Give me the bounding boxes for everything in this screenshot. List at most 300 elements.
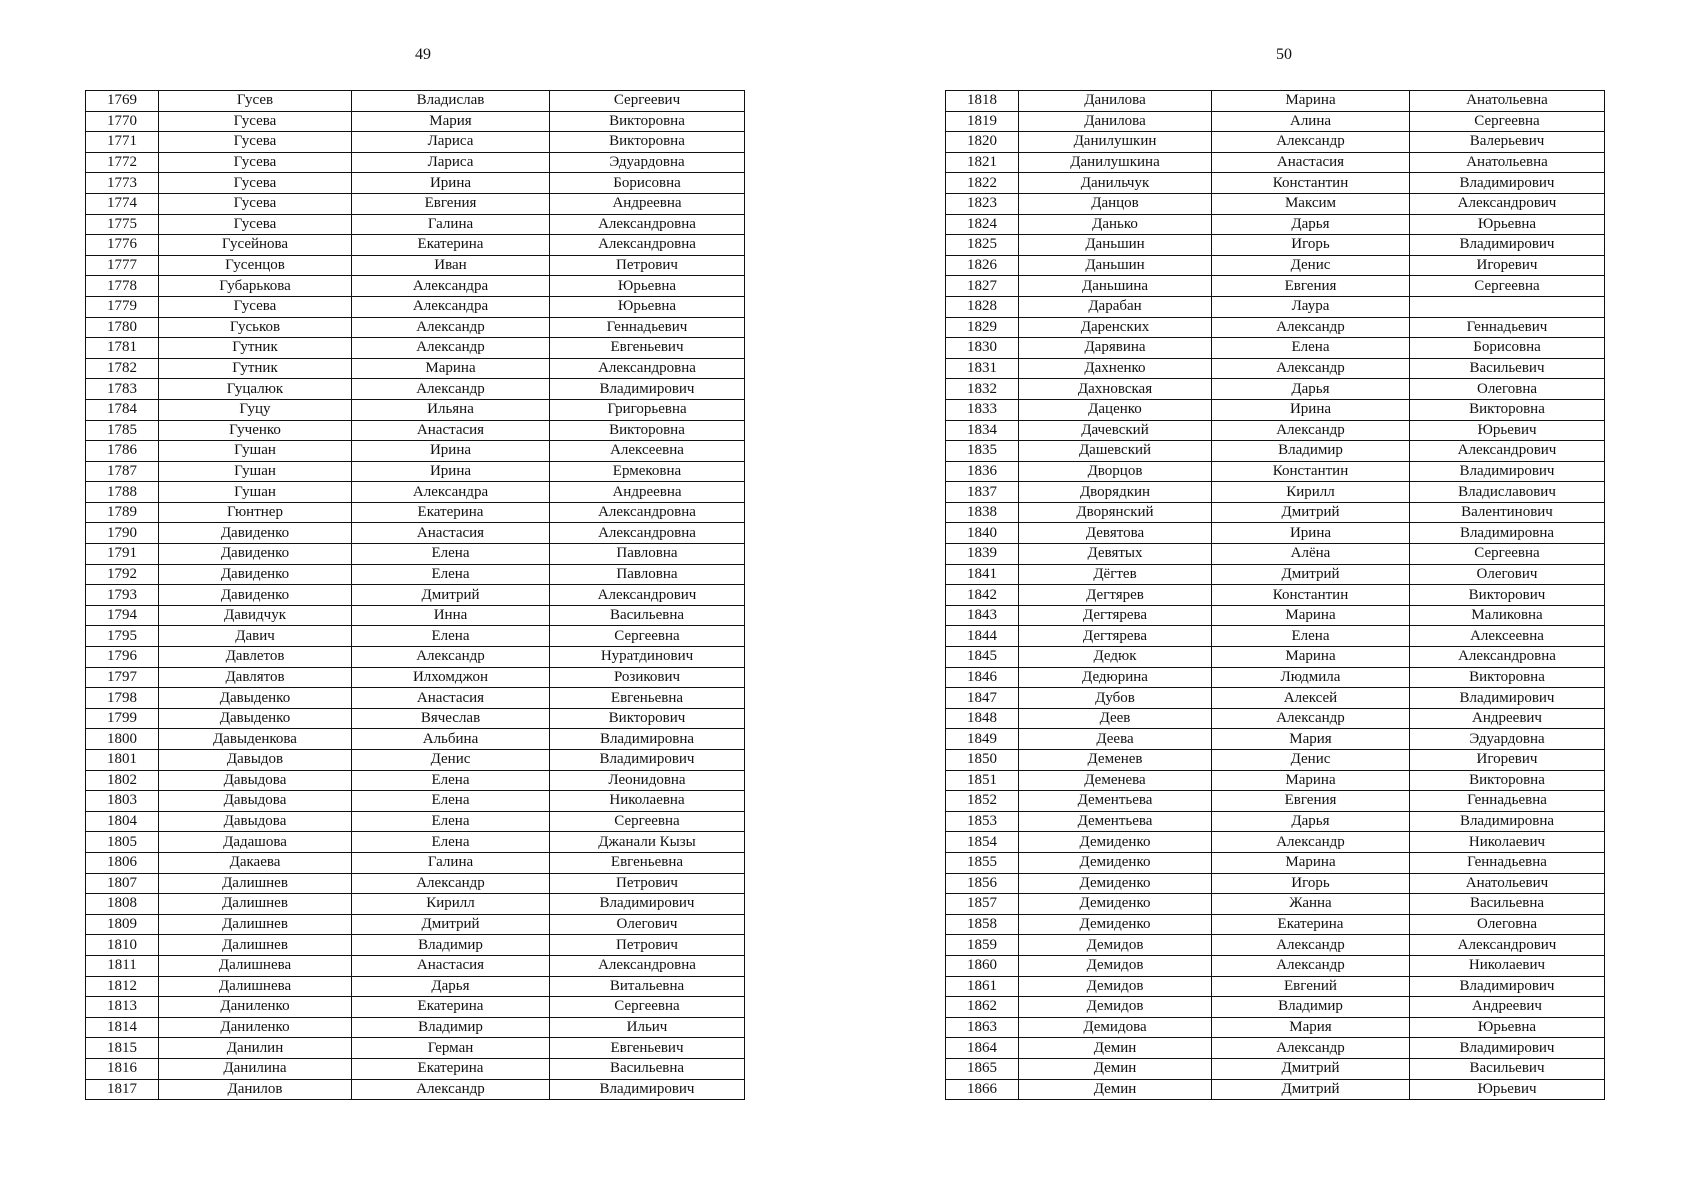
first-name-cell: Марина — [1212, 91, 1410, 112]
last-name-cell: Гюнтнер — [159, 502, 352, 523]
patronymic-cell: Владимирович — [550, 379, 745, 400]
first-name-cell: Альбина — [352, 729, 550, 750]
table-row — [946, 379, 1605, 400]
patronymic-cell: Олегович — [1410, 564, 1605, 585]
first-name-cell: Евгения — [1212, 791, 1410, 812]
patronymic-cell: Викторовна — [1410, 770, 1605, 791]
row-number-cell: 1778 — [86, 276, 159, 297]
patronymic-cell: Анатольевна — [1410, 152, 1605, 173]
first-name-cell: Александр — [1212, 420, 1410, 441]
last-name-cell: Дахненко — [1019, 358, 1212, 379]
table-row — [946, 688, 1605, 709]
row-number-cell: 1807 — [86, 873, 159, 894]
last-name-cell: Демидов — [1019, 955, 1212, 976]
table-row — [946, 1058, 1605, 1079]
table-row — [86, 626, 745, 647]
first-name-cell: Елена — [352, 832, 550, 853]
first-name-cell: Константин — [1212, 461, 1410, 482]
first-name-cell: Александр — [1212, 358, 1410, 379]
table-row — [86, 873, 745, 894]
patronymic-cell: Геннадьевна — [1410, 852, 1605, 873]
row-number-cell: 1833 — [946, 399, 1019, 420]
last-name-cell: Гусева — [159, 193, 352, 214]
row-number-cell: 1821 — [946, 152, 1019, 173]
table-row — [86, 132, 745, 153]
table-row — [86, 605, 745, 626]
patronymic-cell: Евгеньевич — [550, 338, 745, 359]
first-name-cell: Мария — [1212, 1017, 1410, 1038]
last-name-cell: Гусева — [159, 152, 352, 173]
table-row — [946, 605, 1605, 626]
patronymic-cell: Сергеевич — [550, 91, 745, 112]
first-name-cell: Игорь — [1212, 235, 1410, 256]
patronymic-cell: Владимировна — [1410, 523, 1605, 544]
first-name-cell: Елена — [352, 791, 550, 812]
last-name-cell: Гуськов — [159, 317, 352, 338]
first-name-cell: Анастасия — [352, 523, 550, 544]
first-name-cell: Дмитрий — [352, 585, 550, 606]
row-number-cell: 1859 — [946, 935, 1019, 956]
last-name-cell: Гушан — [159, 482, 352, 503]
table-row — [946, 852, 1605, 873]
patronymic-cell: Эдуардовна — [550, 152, 745, 173]
first-name-cell: Лаура — [1212, 296, 1410, 317]
row-number-cell: 1793 — [86, 585, 159, 606]
row-number-cell: 1806 — [86, 852, 159, 873]
row-number-cell: 1800 — [86, 729, 159, 750]
patronymic-cell: Андреевна — [550, 482, 745, 503]
table-row — [86, 111, 745, 132]
patronymic-cell: Геннадьевна — [1410, 791, 1605, 812]
patronymic-cell: Александровна — [550, 214, 745, 235]
patronymic-cell: Васильевич — [1410, 1058, 1605, 1079]
first-name-cell: Анастасия — [352, 420, 550, 441]
table-row — [946, 1017, 1605, 1038]
first-name-cell: Владимир — [352, 935, 550, 956]
first-name-cell: Дмитрий — [1212, 502, 1410, 523]
first-name-cell: Кирилл — [352, 894, 550, 915]
table-row — [86, 235, 745, 256]
first-name-cell: Елена — [352, 626, 550, 647]
patronymic-cell: Викторович — [1410, 585, 1605, 606]
last-name-cell: Давыдов — [159, 750, 352, 771]
patronymic-cell — [1410, 296, 1605, 317]
row-number-cell: 1820 — [946, 132, 1019, 153]
patronymic-cell: Джанали Кызы — [550, 832, 745, 853]
patronymic-cell: Сергеевна — [1410, 276, 1605, 297]
patronymic-cell: Павловна — [550, 564, 745, 585]
first-name-cell: Алёна — [1212, 544, 1410, 565]
first-name-cell: Дарья — [1212, 214, 1410, 235]
row-number-cell: 1779 — [86, 296, 159, 317]
patronymic-cell: Александрович — [1410, 935, 1605, 956]
last-name-cell: Далишнев — [159, 894, 352, 915]
first-name-cell: Ирина — [1212, 399, 1410, 420]
table-row — [946, 111, 1605, 132]
patronymic-cell: Александровна — [550, 502, 745, 523]
row-number-cell: 1773 — [86, 173, 159, 194]
first-name-cell: Александр — [1212, 1038, 1410, 1059]
table-row — [86, 379, 745, 400]
last-name-cell: Данилов — [159, 1079, 352, 1100]
patronymic-cell: Игоревич — [1410, 750, 1605, 771]
first-name-cell: Екатерина — [352, 235, 550, 256]
patronymic-cell: Александрович — [550, 585, 745, 606]
last-name-cell: Даньшин — [1019, 255, 1212, 276]
table-row — [946, 832, 1605, 853]
table-row — [86, 852, 745, 873]
patronymic-cell: Владимирович — [1410, 173, 1605, 194]
patronymic-cell: Юрьевич — [1410, 420, 1605, 441]
table-row — [86, 667, 745, 688]
row-number-cell: 1813 — [86, 997, 159, 1018]
last-name-cell: Демидов — [1019, 976, 1212, 997]
table-row — [86, 482, 745, 503]
table-row — [946, 296, 1605, 317]
first-name-cell: Александр — [352, 379, 550, 400]
row-number-cell: 1854 — [946, 832, 1019, 853]
patronymic-cell: Владимирович — [1410, 688, 1605, 709]
patronymic-cell: Владимирович — [1410, 976, 1605, 997]
table-row — [86, 255, 745, 276]
last-name-cell: Даценко — [1019, 399, 1212, 420]
row-number-cell: 1834 — [946, 420, 1019, 441]
last-name-cell: Дачевский — [1019, 420, 1212, 441]
patronymic-cell: Владимировна — [1410, 811, 1605, 832]
first-name-cell: Галина — [352, 214, 550, 235]
last-name-cell: Гушан — [159, 441, 352, 462]
first-name-cell: Инна — [352, 605, 550, 626]
row-number-cell: 1851 — [946, 770, 1019, 791]
first-name-cell: Екатерина — [352, 1058, 550, 1079]
last-name-cell: Деменев — [1019, 750, 1212, 771]
patronymic-cell: Петрович — [550, 255, 745, 276]
last-name-cell: Дворядкин — [1019, 482, 1212, 503]
first-name-cell: Александр — [1212, 708, 1410, 729]
patronymic-cell: Григорьевна — [550, 399, 745, 420]
patronymic-cell: Розикович — [550, 667, 745, 688]
table-row — [946, 91, 1605, 112]
row-number-cell: 1826 — [946, 255, 1019, 276]
patronymic-cell: Владимировна — [550, 729, 745, 750]
last-name-cell: Губарькова — [159, 276, 352, 297]
row-number-cell: 1794 — [86, 605, 159, 626]
patronymic-cell: Павловна — [550, 544, 745, 565]
table-row — [86, 750, 745, 771]
first-name-cell: Владимир — [1212, 441, 1410, 462]
patronymic-cell: Юрьевна — [1410, 214, 1605, 235]
patronymic-cell: Викторовна — [1410, 667, 1605, 688]
row-number-cell: 1844 — [946, 626, 1019, 647]
last-name-cell: Демин — [1019, 1079, 1212, 1100]
first-name-cell: Владислав — [352, 91, 550, 112]
last-name-cell: Гушан — [159, 461, 352, 482]
table-row — [86, 770, 745, 791]
row-number-cell: 1823 — [946, 193, 1019, 214]
first-name-cell: Константин — [1212, 585, 1410, 606]
last-name-cell: Давыдова — [159, 811, 352, 832]
last-name-cell: Дубов — [1019, 688, 1212, 709]
last-name-cell: Гуцу — [159, 399, 352, 420]
table-row — [946, 276, 1605, 297]
table-row — [86, 214, 745, 235]
last-name-cell: Далишнева — [159, 955, 352, 976]
row-number-cell: 1780 — [86, 317, 159, 338]
row-number-cell: 1849 — [946, 729, 1019, 750]
patronymic-cell: Олеговна — [1410, 379, 1605, 400]
first-name-cell: Екатерина — [352, 502, 550, 523]
last-name-cell: Данильчук — [1019, 173, 1212, 194]
row-number-cell: 1798 — [86, 688, 159, 709]
last-name-cell: Дегтярев — [1019, 585, 1212, 606]
last-name-cell: Данилова — [1019, 91, 1212, 112]
table-row — [86, 173, 745, 194]
first-name-cell: Лариса — [352, 152, 550, 173]
last-name-cell: Данцов — [1019, 193, 1212, 214]
first-name-cell: Александр — [1212, 317, 1410, 338]
patronymic-cell: Викторовна — [550, 420, 745, 441]
table-row — [946, 420, 1605, 441]
row-number-cell: 1846 — [946, 667, 1019, 688]
last-name-cell: Демиденко — [1019, 832, 1212, 853]
first-name-cell: Константин — [1212, 173, 1410, 194]
patronymic-cell: Геннадьевич — [550, 317, 745, 338]
row-number-cell: 1838 — [946, 502, 1019, 523]
first-name-cell: Людмила — [1212, 667, 1410, 688]
first-name-cell: Игорь — [1212, 873, 1410, 894]
table-row — [946, 173, 1605, 194]
table-row — [946, 976, 1605, 997]
patronymic-cell: Владимирович — [550, 750, 745, 771]
last-name-cell: Дегтярева — [1019, 605, 1212, 626]
patronymic-cell: Анатольевна — [1410, 91, 1605, 112]
patronymic-cell: Викторовна — [550, 111, 745, 132]
patronymic-cell: Маликовна — [1410, 605, 1605, 626]
last-name-cell: Давлятов — [159, 667, 352, 688]
patronymic-cell: Ермековна — [550, 461, 745, 482]
last-name-cell: Демидова — [1019, 1017, 1212, 1038]
first-name-cell: Мария — [1212, 729, 1410, 750]
patronymic-cell: Сергеевна — [1410, 544, 1605, 565]
last-name-cell: Далишнева — [159, 976, 352, 997]
patronymic-cell: Александрович — [1410, 193, 1605, 214]
first-name-cell: Дмитрий — [352, 914, 550, 935]
last-name-cell: Данько — [1019, 214, 1212, 235]
first-name-cell: Екатерина — [1212, 914, 1410, 935]
table-row — [86, 914, 745, 935]
last-name-cell: Гусева — [159, 296, 352, 317]
patronymic-cell: Олегович — [550, 914, 745, 935]
table-row — [86, 399, 745, 420]
patronymic-cell: Борисовна — [1410, 338, 1605, 359]
first-name-cell: Лариса — [352, 132, 550, 153]
page-number-right: 50 — [1276, 46, 1292, 63]
row-number-cell: 1789 — [86, 502, 159, 523]
patronymic-cell: Владимирович — [550, 894, 745, 915]
patronymic-cell: Васильевна — [550, 1058, 745, 1079]
table-row — [946, 358, 1605, 379]
table-row — [946, 502, 1605, 523]
last-name-cell: Даниленко — [159, 1017, 352, 1038]
table-row — [86, 317, 745, 338]
first-name-cell: Александр — [352, 338, 550, 359]
patronymic-cell: Эдуардовна — [1410, 729, 1605, 750]
patronymic-cell: Викторовна — [550, 132, 745, 153]
table-row — [946, 1079, 1605, 1100]
row-number-cell: 1840 — [946, 523, 1019, 544]
last-name-cell: Гусейнова — [159, 235, 352, 256]
last-name-cell: Гусев — [159, 91, 352, 112]
first-name-cell: Марина — [1212, 605, 1410, 626]
row-number-cell: 1845 — [946, 647, 1019, 668]
first-name-cell: Владимир — [352, 1017, 550, 1038]
row-number-cell: 1816 — [86, 1058, 159, 1079]
row-number-cell: 1830 — [946, 338, 1019, 359]
row-number-cell: 1784 — [86, 399, 159, 420]
first-name-cell: Денис — [352, 750, 550, 771]
table-row — [946, 482, 1605, 503]
last-name-cell: Дедюрина — [1019, 667, 1212, 688]
first-name-cell: Анастасия — [1212, 152, 1410, 173]
table-row — [86, 976, 745, 997]
row-number-cell: 1771 — [86, 132, 159, 153]
row-number-cell: 1797 — [86, 667, 159, 688]
first-name-cell: Вячеслав — [352, 708, 550, 729]
patronymic-cell: Сергеевна — [550, 811, 745, 832]
first-name-cell: Александра — [352, 276, 550, 297]
first-name-cell: Екатерина — [352, 997, 550, 1018]
last-name-cell: Гутник — [159, 338, 352, 359]
row-number-cell: 1777 — [86, 255, 159, 276]
patronymic-cell: Валентинович — [1410, 502, 1605, 523]
row-number-cell: 1810 — [86, 935, 159, 956]
table-row — [86, 338, 745, 359]
row-number-cell: 1804 — [86, 811, 159, 832]
table-row — [946, 461, 1605, 482]
row-number-cell: 1848 — [946, 708, 1019, 729]
last-name-cell: Далишнев — [159, 873, 352, 894]
first-name-cell: Илхомджон — [352, 667, 550, 688]
row-number-cell: 1863 — [946, 1017, 1019, 1038]
last-name-cell: Давиденко — [159, 523, 352, 544]
table-row — [86, 935, 745, 956]
patronymic-cell: Ильич — [550, 1017, 745, 1038]
first-name-cell: Елена — [352, 770, 550, 791]
patronymic-cell: Андреевич — [1410, 997, 1605, 1018]
row-number-cell: 1792 — [86, 564, 159, 585]
first-name-cell: Дмитрий — [1212, 564, 1410, 585]
table-row — [86, 523, 745, 544]
row-number-cell: 1801 — [86, 750, 159, 771]
first-name-cell: Александр — [1212, 132, 1410, 153]
patronymic-cell: Сергеевна — [550, 626, 745, 647]
row-number-cell: 1856 — [946, 873, 1019, 894]
last-name-cell: Даньшина — [1019, 276, 1212, 297]
table-row — [946, 894, 1605, 915]
table-row — [946, 667, 1605, 688]
last-name-cell: Давыдова — [159, 770, 352, 791]
first-name-cell: Дмитрий — [1212, 1058, 1410, 1079]
row-number-cell: 1812 — [86, 976, 159, 997]
roster-table-left — [85, 90, 745, 1100]
first-name-cell: Алина — [1212, 111, 1410, 132]
last-name-cell: Данилова — [1019, 111, 1212, 132]
row-number-cell: 1842 — [946, 585, 1019, 606]
first-name-cell: Ильяна — [352, 399, 550, 420]
last-name-cell: Давиденко — [159, 564, 352, 585]
patronymic-cell: Евгеньевич — [550, 1038, 745, 1059]
last-name-cell: Дедюк — [1019, 647, 1212, 668]
last-name-cell: Данилушкин — [1019, 132, 1212, 153]
row-number-cell: 1837 — [946, 482, 1019, 503]
patronymic-cell: Петрович — [550, 935, 745, 956]
table-row — [946, 955, 1605, 976]
table-row — [86, 91, 745, 112]
row-number-cell: 1819 — [946, 111, 1019, 132]
row-number-cell: 1791 — [86, 544, 159, 565]
patronymic-cell: Валерьевич — [1410, 132, 1605, 153]
first-name-cell: Жанна — [1212, 894, 1410, 915]
row-number-cell: 1795 — [86, 626, 159, 647]
last-name-cell: Дахновская — [1019, 379, 1212, 400]
first-name-cell: Александр — [1212, 955, 1410, 976]
last-name-cell: Гуцалюк — [159, 379, 352, 400]
first-name-cell: Александра — [352, 482, 550, 503]
table-row — [86, 955, 745, 976]
row-number-cell: 1802 — [86, 770, 159, 791]
last-name-cell: Девятова — [1019, 523, 1212, 544]
row-number-cell: 1818 — [946, 91, 1019, 112]
first-name-cell: Александра — [352, 296, 550, 317]
first-name-cell: Дарья — [352, 976, 550, 997]
last-name-cell: Давидчук — [159, 605, 352, 626]
table-row — [86, 1079, 745, 1100]
patronymic-cell: Анатольевич — [1410, 873, 1605, 894]
patronymic-cell: Витальевна — [550, 976, 745, 997]
first-name-cell: Александр — [1212, 935, 1410, 956]
row-number-cell: 1783 — [86, 379, 159, 400]
patronymic-cell: Владимирович — [1410, 461, 1605, 482]
last-name-cell: Деменева — [1019, 770, 1212, 791]
table-row — [86, 647, 745, 668]
patronymic-cell: Александровна — [550, 523, 745, 544]
patronymic-cell: Владимирович — [550, 1079, 745, 1100]
first-name-cell: Александр — [352, 873, 550, 894]
last-name-cell: Дарабан — [1019, 296, 1212, 317]
row-number-cell: 1829 — [946, 317, 1019, 338]
table-row — [946, 441, 1605, 462]
table-row — [86, 193, 745, 214]
table-row — [86, 811, 745, 832]
table-row — [86, 1058, 745, 1079]
last-name-cell: Дегтярева — [1019, 626, 1212, 647]
row-number-cell: 1814 — [86, 1017, 159, 1038]
row-number-cell: 1787 — [86, 461, 159, 482]
table-row — [946, 770, 1605, 791]
table-row — [946, 338, 1605, 359]
row-number-cell: 1824 — [946, 214, 1019, 235]
table-row — [86, 729, 745, 750]
first-name-cell: Иван — [352, 255, 550, 276]
patronymic-cell: Александрович — [1410, 441, 1605, 462]
last-name-cell: Деев — [1019, 708, 1212, 729]
patronymic-cell: Юрьевна — [550, 276, 745, 297]
table-row — [946, 564, 1605, 585]
patronymic-cell: Викторовна — [1410, 399, 1605, 420]
last-name-cell: Демидов — [1019, 997, 1212, 1018]
last-name-cell: Гутник — [159, 358, 352, 379]
table-row — [86, 420, 745, 441]
